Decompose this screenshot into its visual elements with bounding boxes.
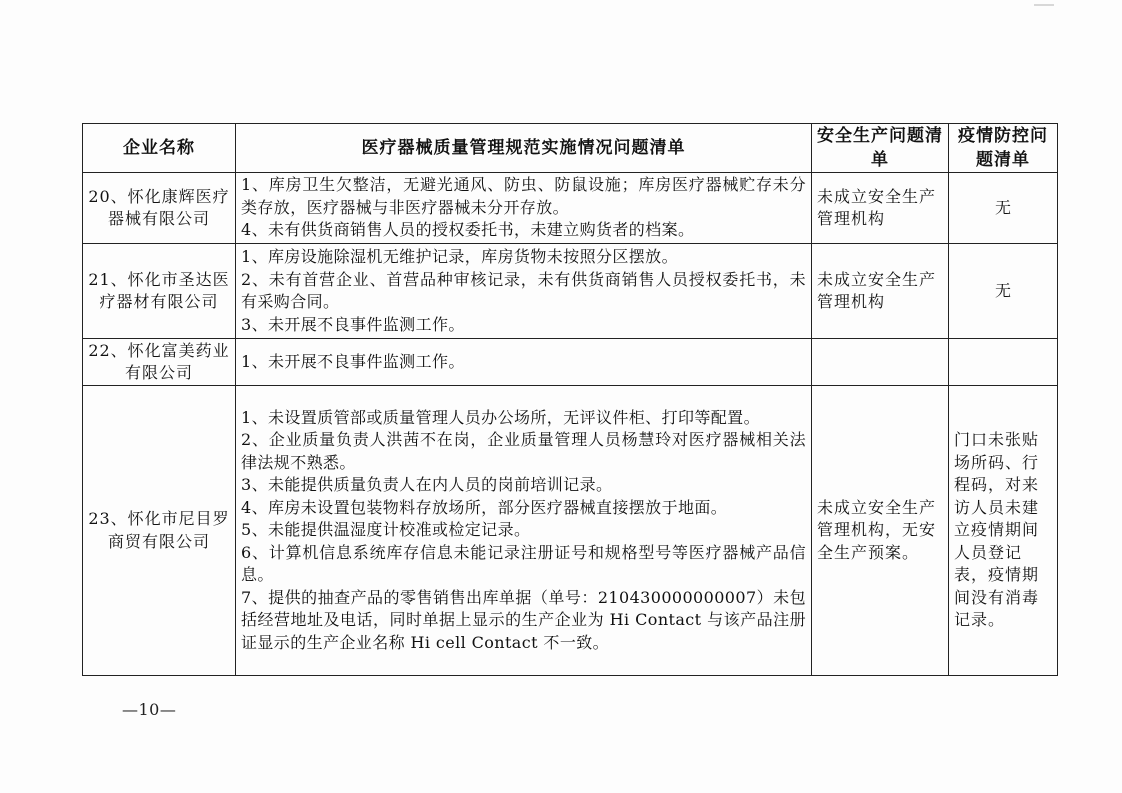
issue-item: 6、计算机信息系统库存信息未能记录注册证号和规格型号等医疗器械产品信息。 bbox=[241, 542, 806, 585]
issue-item: 3、未能提供质量负责人在内人员的岗前培训记录。 bbox=[241, 475, 613, 495]
issue-item: 2、企业质量负责人洪茜不在岗，企业质量管理人员杨慧玲对医疗器械相关法律法规不熟悉。 bbox=[241, 430, 806, 472]
issue-item: 1、未设置质管部或质量管理人员办公场所，无评议件柜、打印等配置。 bbox=[241, 407, 760, 427]
issue-item: 3、未开展不良事件监测工作。 bbox=[241, 314, 465, 334]
issue-item: 7、提供的抽查产品的零售销售出库单据（单号：210430000000007）未包括经营地址及电话，同时单据上显示的生产企业为 Hi Contact 与该产品注册证显示的生产企业名称 Hi cell Contact 不一致。 bbox=[241, 587, 806, 652]
issue-item: 1、未开展不良事件监测工作。 bbox=[241, 351, 465, 371]
epidemic-issues-cell: 无 bbox=[949, 173, 1058, 244]
issue-item: 1、库房设施除湿机无维护记录，库房货物未按照分区摆放。 bbox=[241, 247, 678, 266]
table-row bbox=[83, 173, 1058, 244]
safety-issues-cell: 未成立安全生产管理机构 bbox=[812, 244, 949, 339]
epidemic-issues-cell: 无 bbox=[949, 244, 1058, 339]
header-safety-issues: 安全生产问题清单 bbox=[812, 124, 949, 173]
safety-issues-cell: 未成立安全生产管理机构，无安全生产预案。 bbox=[812, 386, 949, 676]
header-epidemic-issues: 疫情防控问题清单 bbox=[949, 124, 1058, 173]
company-name-cell: 20、怀化康辉医疗器械有限公司 bbox=[83, 173, 236, 244]
header-company-name: 企业名称 bbox=[83, 124, 236, 173]
company-name-cell: 23、怀化市尼目罗商贸有限公司 bbox=[83, 386, 236, 676]
gmp-issues-cell bbox=[236, 244, 812, 339]
table-row bbox=[83, 244, 1058, 339]
company-name-cell: 22、怀化富美药业有限公司 bbox=[83, 339, 236, 386]
gmp-issues-cell bbox=[236, 386, 812, 676]
epidemic-issues-cell bbox=[949, 339, 1058, 386]
company-name-cell: 21、怀化市圣达医疗器材有限公司 bbox=[83, 244, 236, 339]
safety-issues-cell: 未成立安全生产管理机构 bbox=[812, 173, 949, 244]
scan-mark bbox=[1034, 4, 1054, 6]
issue-item: 2、未有首营企业、首营品种审核记录，未有供货商销售人员授权委托书，未有采购合同。 bbox=[241, 269, 806, 311]
issue-item: 4、未有供货商销售人员的授权委托书，未建立购货者的档案。 bbox=[241, 220, 695, 240]
table-header-row bbox=[83, 124, 1058, 173]
table-row bbox=[83, 339, 1058, 386]
page-number: —10— bbox=[122, 700, 177, 719]
gmp-issues-cell bbox=[236, 339, 812, 386]
table-row bbox=[83, 386, 1058, 676]
gmp-issues-cell bbox=[236, 173, 812, 244]
safety-issues-cell bbox=[812, 339, 949, 386]
issue-item: 4、库房未设置包装物料存放场所，部分医疗器械直接摆放于地面。 bbox=[241, 497, 728, 517]
header-gmp-issues: 医疗器械质量管理规范实施情况问题清单 bbox=[236, 124, 812, 173]
issues-table bbox=[82, 123, 1058, 676]
issue-item: 1、库房卫生欠整洁，无避光通风、防虫、防鼠设施；库房医疗器械贮存未分类存放，医疗器械与非医疗器械未分开存放。 bbox=[241, 175, 806, 217]
epidemic-issues-cell: 门口未张贴场所码、行程码，对来访人员未建立疫情期间人员登记表，疫情期间没有消毒记录。 bbox=[949, 386, 1058, 676]
issue-item: 5、未能提供温湿度计校准或检定记录。 bbox=[241, 520, 531, 540]
